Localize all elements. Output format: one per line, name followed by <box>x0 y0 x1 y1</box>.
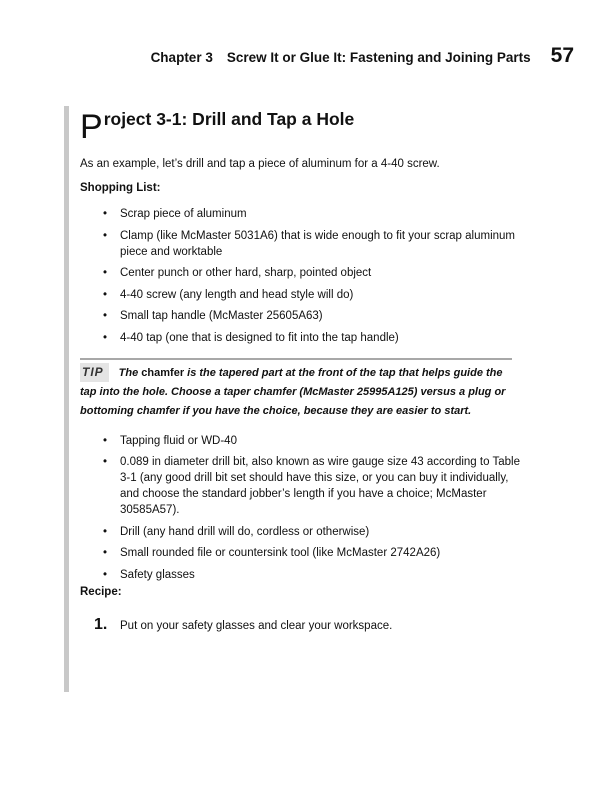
drop-cap: P <box>80 108 103 146</box>
bullet-icon: • <box>103 456 108 468</box>
recipe-label: Recipe: <box>80 586 122 598</box>
list-item <box>103 206 520 222</box>
bullet-icon: • <box>103 208 108 220</box>
list-item <box>103 265 520 281</box>
bullet-icon: • <box>103 267 108 279</box>
project-content <box>80 106 520 634</box>
bullet-icon: • <box>103 525 108 538</box>
project-title <box>80 106 520 144</box>
tip-text <box>80 363 512 421</box>
list-item-text: Scrap piece of aluminum <box>120 208 247 220</box>
list-item <box>103 228 520 260</box>
project-title-text: roject 3-1: Drill and Tap a Hole <box>103 109 355 129</box>
list-item-text: 0.089 in diameter drill bit, also known as wire gauge size 43 according to Table 3-1 (any good drill bit set should have this size, or you can buy it individually, and choose the standard jobber’s length if you have a choice; McMaster 30585A57). <box>120 456 520 516</box>
intro-paragraph: As an example, let’s drill and tap a piece of aluminum for a 4-40 screw. <box>80 158 440 170</box>
list-item <box>103 308 520 324</box>
list-item-text: Tapping fluid or WD-40 <box>120 434 237 447</box>
list-item <box>103 524 520 540</box>
shopping-list-label: Shopping List: <box>80 182 161 194</box>
list-item <box>103 567 520 583</box>
chapter-title: Screw It or Glue It: Fastening and Joining Parts <box>226 50 531 65</box>
tip-lead: The <box>118 366 142 379</box>
list-item-text: 4-40 tap (one that is designed to fit into the tap handle) <box>120 331 399 344</box>
running-header <box>80 44 574 74</box>
shopping-list-continued <box>80 433 520 583</box>
bullet-icon: • <box>103 331 108 344</box>
project-side-bar <box>64 106 69 692</box>
bullet-icon: • <box>103 288 108 301</box>
tip-label: TIP <box>80 363 109 382</box>
list-item <box>103 433 520 449</box>
tip-body: is the tapered part at the front of the tap that helps guide the tap into the hole. Choose a taper chamfer (McMaster 25995A125) versus a plug or bottoming chamfer if you have the choice, because they are easier to start. <box>80 366 506 417</box>
tip-box <box>80 358 512 421</box>
bullet-icon: • <box>103 310 108 322</box>
list-item <box>103 545 520 561</box>
list-item-text: Small rounded file or countersink tool (like McMaster 2742A26) <box>120 547 441 559</box>
step-number: 1. <box>94 616 108 633</box>
step-text: Put on your safety glasses and clear your workspace. <box>120 620 393 632</box>
shopping-list <box>80 206 520 346</box>
chapter-label: Chapter 3 <box>150 50 213 65</box>
bullet-icon: • <box>103 434 108 447</box>
bullet-icon: • <box>103 547 108 559</box>
list-item-text: Small tap handle (McMaster 25605A63) <box>120 310 323 322</box>
list-item-text: 4-40 screw (any length and head style will do) <box>120 288 354 301</box>
list-item-text: Drill (any hand drill will do, cordless or otherwise) <box>120 525 370 538</box>
tip-term: chamfer <box>141 366 185 379</box>
bullet-icon: • <box>103 229 108 242</box>
list-item <box>103 287 520 303</box>
list-item <box>103 454 520 518</box>
bullet-icon: • <box>103 568 108 581</box>
page-number: 57 <box>550 44 574 67</box>
list-item <box>103 330 520 346</box>
list-item-text: Center punch or other hard, sharp, pointed object <box>120 267 372 279</box>
recipe-step <box>80 616 520 634</box>
list-item-text: Clamp (like McMaster 5031A6) that is wide enough to fit your scrap aluminum piece and worktable <box>120 229 516 258</box>
list-item-text: Safety glasses <box>120 568 195 581</box>
